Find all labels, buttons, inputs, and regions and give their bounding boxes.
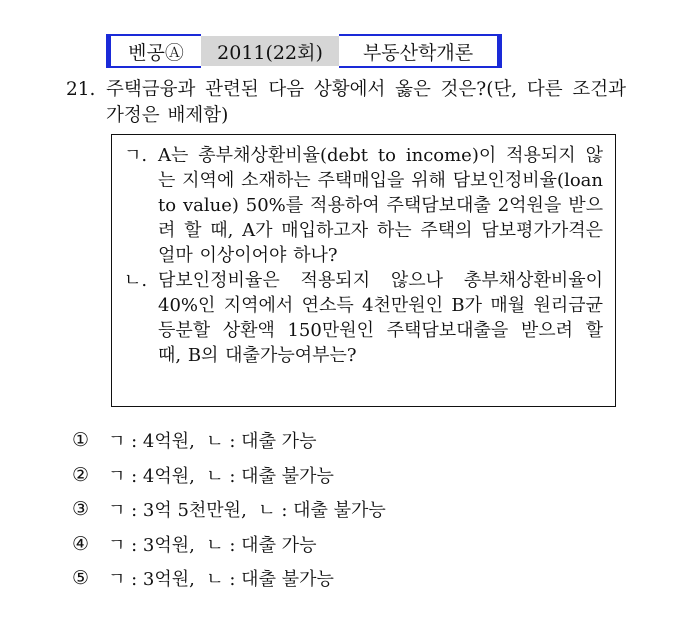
option-number: ③	[72, 498, 90, 521]
option-number: ②	[72, 463, 90, 486]
answer-option-5[interactable]	[72, 561, 386, 596]
option-text: ㄱ : 3억원, ㄴ : 대출 불가능	[108, 569, 334, 591]
header-subject: 부동산학개론	[339, 34, 497, 68]
answer-options	[72, 423, 386, 596]
exam-header	[106, 34, 502, 68]
condition-box	[111, 134, 616, 407]
condition-item-b	[124, 268, 603, 368]
condition-marker: ㄱ.	[124, 145, 148, 166]
option-text: ㄱ : 4억원, ㄴ : 대출 불가능	[108, 465, 334, 487]
answer-option-3[interactable]	[72, 492, 386, 527]
condition-text: 담보인정비율은 적용되지 않으나 총부채상환비율이 40%인 지역에서 연소득 4천만원인 B가 매월 원리금균등분할 상환액 150만원인 주택담보대출을 받으려 할 때, B의 대출가능여부는?	[158, 270, 603, 366]
question	[66, 77, 626, 129]
question-number: 21.	[66, 79, 96, 100]
condition-text: A는 총부채상환비율(debt to income)이 적용되지 않는 지역에 소재하는 주택매입을 위해 담보인정비율(loan to value) 50%를 적용하여 주택담보대출 2억원을 받으려 할 때, A가 매입하고자 하는 주택의 담보평가가격은 얼마 이상이어야 하나?	[158, 145, 603, 266]
header-right-bar	[497, 34, 502, 68]
option-number: ④	[72, 532, 90, 555]
header-year: 2011(22회)	[201, 36, 339, 66]
answer-option-1[interactable]	[72, 423, 386, 458]
question-text: 주택금융과 관련된 다음 상황에서 옳은 것은?(단, 다른 조건과 가정은 배제함)	[106, 79, 626, 126]
answer-option-2[interactable]	[72, 458, 386, 493]
condition-item-a	[124, 143, 603, 268]
option-number: ①	[72, 429, 90, 452]
option-number: ⑤	[72, 567, 90, 590]
option-text: ㄱ : 3억 5천만원, ㄴ : 대출 불가능	[108, 500, 386, 522]
option-text: ㄱ : 4억원, ㄴ : 대출 가능	[108, 431, 317, 453]
answer-option-4[interactable]	[72, 527, 386, 562]
option-text: ㄱ : 3억원, ㄴ : 대출 가능	[108, 534, 317, 556]
condition-marker: ㄴ.	[124, 270, 148, 291]
header-publisher: 벤공Ⓐ	[111, 34, 201, 68]
